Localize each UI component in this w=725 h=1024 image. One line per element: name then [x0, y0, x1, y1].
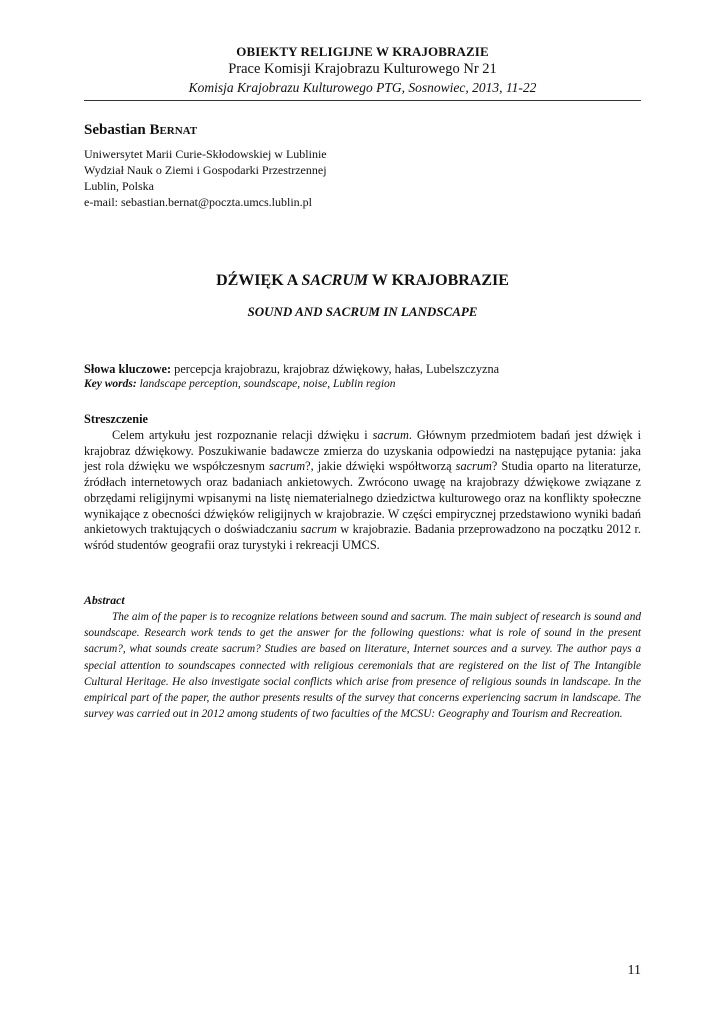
- paper-title: [84, 271, 641, 291]
- keywords-pl-text: percepcja krajobrazu, krajobraz dźwiękowy, hałas, Lubelszczyzna: [171, 362, 500, 376]
- italic-term: sacrum: [268, 459, 306, 474]
- affiliation-university: Uniwersytet Marii Curie-Skłodowskiej w Lublinie: [84, 147, 327, 161]
- keywords-block: [84, 362, 641, 392]
- author-name: [84, 121, 641, 140]
- page-number: 11: [627, 963, 641, 978]
- keywords-en: [84, 377, 641, 392]
- journal-name: Prace Komisji Krajobrazu Kulturowego Nr 21: [228, 61, 497, 77]
- text-run: w krajobrazie. Badania przeprowadzono na początku 2012 r. wśród studentów geografii oraz turystyki i rekreacji UMCS.: [84, 522, 641, 552]
- title-part: W KRAJOBRAZIE: [368, 272, 509, 289]
- streszczenie-section: [84, 412, 641, 554]
- author-block: [84, 121, 641, 210]
- italic-term: sacrum: [300, 522, 337, 537]
- author-first-name: Sebastian: [84, 122, 146, 138]
- streszczenie-text: [84, 428, 641, 554]
- title-part: DŹWIĘK A: [216, 272, 302, 289]
- streszczenie-heading: Streszczenie: [84, 412, 148, 426]
- author-affiliation: [84, 146, 641, 210]
- publication-info: Komisja Krajobrazu Kulturowego PTG, Sosnowiec, 2013, 11-22: [188, 80, 537, 95]
- text-run: Celem artykułu jest rozpoznanie relacji dźwięku i: [112, 428, 373, 442]
- affiliation-faculty: Wydział Nauk o Ziemi i Gospodarki Przestrzennej: [84, 163, 327, 177]
- text-run: ? Studia oparto na literaturze, źródłach internetowych oraz badaniach ankietowych. Zwrócono uwagę na krajobrazy dźwiękowe związane z obrzędami religijnymi wpisanymi na listę niematerialnego dziedzictwa kulturowego oraz na konflikty społeczne wynikające z obecności dźwięków religijnych w krajobrazie. W części empirycznej przedstawiono wyniki badań ankietowych traktujących o doświadczaniu: [84, 459, 641, 537]
- abstract-text: The aim of the paper is to recognize relations between sound and sacrum. The main subject of research is sound and soundscape. Research work tends to get the answer for the following questions: what is role of sound in the present sacrum?, what sounds create sacrum? Studies are based on literature, Internet sources and a survey. The author pays a special attention to soundscapes connected with religious ceremonials that are registered on the list of The Intangible Cultural Heritage. He also investigate social conflicts which arise from presence of religious sounds in landscape. In the empirical part of the paper, the author presents results of the survey that concerns experiencing sacrum in landscape. The survey was carried out in 2012 among students of two faculties of the MCSU: Geography and Tourism and Recreation.: [84, 611, 641, 721]
- italic-term: sacrum: [372, 428, 409, 442]
- title-italic-part: SACRUM: [301, 272, 369, 289]
- author-last-name: Bernat: [149, 122, 198, 138]
- abstract-heading: Abstract: [84, 593, 125, 607]
- text-run: . Głównym przedmiotem badań jest dźwięk i krajobraz dźwiękowy. Poszukiwanie badawcze zmierza do uzyskania odpowiedzi na następujące pytania: jaka jest rola dźwięku we współczesnym: [84, 428, 641, 474]
- keywords-pl-label: Słowa kluczowe:: [84, 362, 172, 376]
- keywords-en-label: Key words:: [84, 378, 137, 390]
- text-run: ?, jakie dźwięki współtworzą: [305, 459, 456, 474]
- keywords-en-text: landscape perception, soundscape, noise, Lublin region: [136, 378, 396, 390]
- running-header: [84, 43, 641, 97]
- paper-title-english: SOUND AND SACRUM IN LANDSCAPE: [247, 304, 478, 319]
- header-divider: [84, 100, 641, 101]
- keywords-pl: [84, 362, 641, 377]
- abstract-section: [84, 593, 641, 722]
- italic-term: sacrum: [455, 459, 492, 474]
- affiliation-email: e-mail: sebastian.bernat@poczta.umcs.lublin.pl: [84, 195, 312, 209]
- affiliation-city: Lublin, Polska: [84, 179, 155, 193]
- series-title: OBIEKTY RELIGIJNE W KRAJOBRAZIE: [236, 44, 489, 59]
